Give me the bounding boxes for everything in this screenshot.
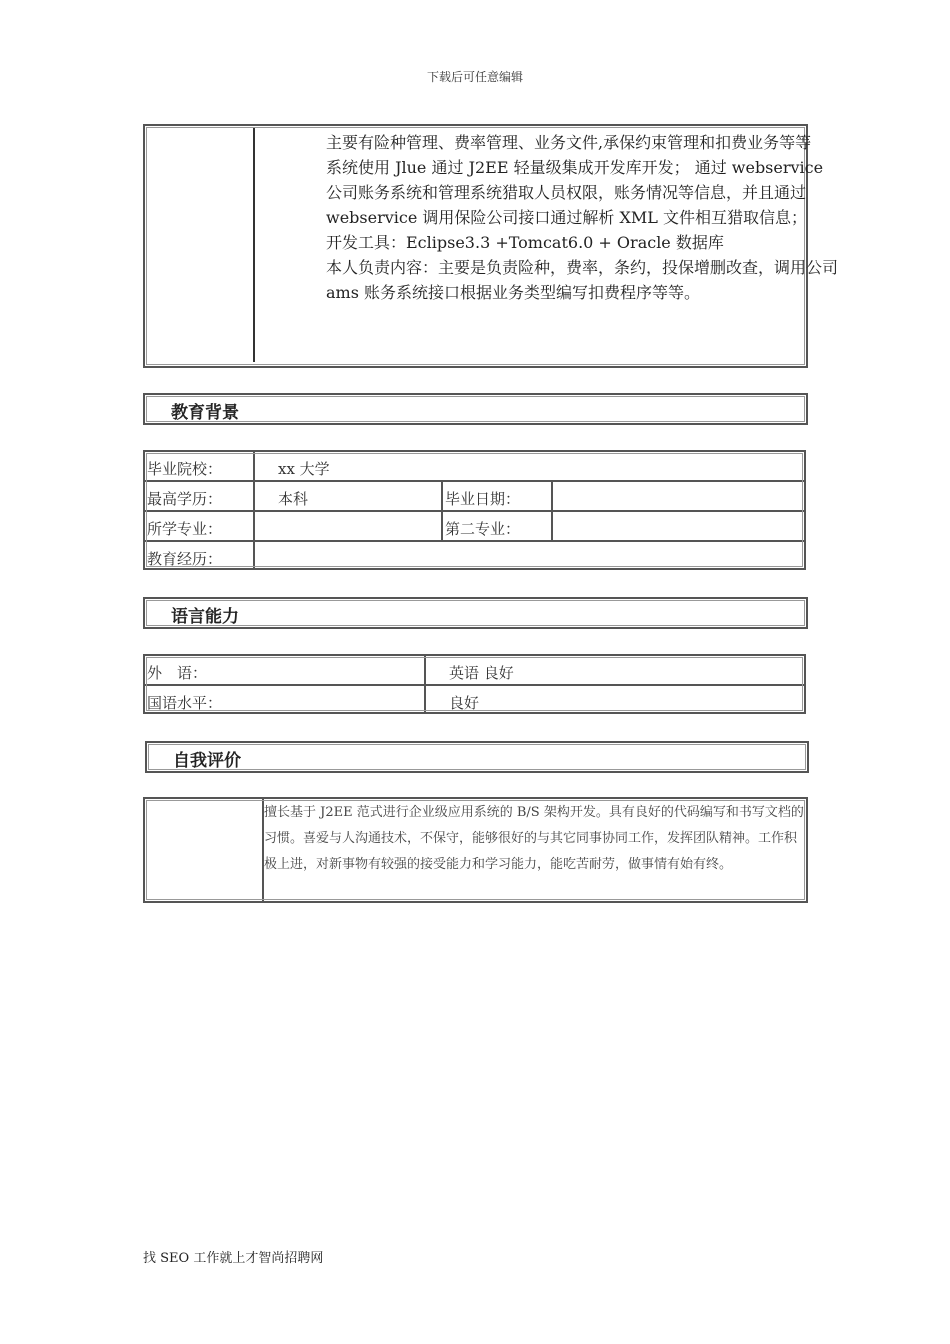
language-title: 语言能力 xyxy=(171,607,239,627)
school-label: 毕业院校： xyxy=(147,460,223,478)
degree-label: 最高学历： xyxy=(147,490,223,508)
language-section-header xyxy=(143,597,808,629)
degree-value: 本科 xyxy=(278,490,309,508)
major-label: 所学专业： xyxy=(147,520,223,538)
row-divider xyxy=(145,510,804,512)
col-divider xyxy=(441,482,443,540)
row-divider xyxy=(145,684,804,686)
foreign-language-value: 英语 良好 xyxy=(449,664,514,682)
row-divider xyxy=(145,480,804,482)
grad-date-label: 毕业日期： xyxy=(445,490,521,508)
project-table-divider xyxy=(253,128,255,362)
col-divider xyxy=(551,482,553,540)
self-eval-section-header xyxy=(145,741,809,773)
second-major-label: 第二专业： xyxy=(445,520,521,538)
mandarin-label: 国语水平： xyxy=(147,694,223,712)
download-note: 下载后可任意编辑 xyxy=(426,70,523,84)
education-title: 教育背景 xyxy=(171,403,239,423)
row-divider xyxy=(145,540,804,542)
footer-note: 找 SEO 工作就上才智尚招聘网 xyxy=(143,1251,324,1266)
project-line: 本人负责内容：主要是负责险种，费率，条约，投保增删改查，调用公司 xyxy=(326,258,839,277)
project-description xyxy=(326,130,946,305)
education-section-header xyxy=(143,393,808,425)
education-table xyxy=(143,450,806,570)
project-line: 主要有险种管理、费率管理、业务文件,承保约束管理和扣费业务等等 xyxy=(326,133,812,152)
col-divider xyxy=(424,656,426,712)
self-eval-text: 擅长基于 J2EE 范式进行企业级应用系统的 B/S 架构开发。具有良好的代码编写和书写文档的习惯。喜爱与人沟通技术，不保守，能够很好的与其它同事协同工作，发挥团队精神。工作积极上进，对新事物有较强的接受能力和学习能力，能吃苦耐劳，做事情有始有终。 xyxy=(264,805,804,872)
project-line: webservice 调用保险公司接口通过解析 XML 文件相互猎取信息； xyxy=(326,208,807,227)
project-line: ams 账务系统接口根据业务类型编写扣费程序等等。 xyxy=(326,283,701,302)
foreign-language-label: 外 语： xyxy=(147,664,208,682)
history-label: 教育经历： xyxy=(147,550,223,568)
school-value: xx 大学 xyxy=(278,460,330,478)
mandarin-value: 良好 xyxy=(449,694,480,712)
project-line: 系统使用 Jlue 通过 J2EE 轻量级集成开发库开发； 通过 webservice xyxy=(326,158,824,177)
self-eval-title: 自我评价 xyxy=(173,751,241,771)
project-line: 开发工具：Eclipse3.3 +Tomcat6.0 + Oracle 数据库 xyxy=(326,233,724,252)
project-line: 公司账务系统和管理系统猎取人员权限，账务情况等信息，并且通过 xyxy=(326,183,807,202)
col-divider xyxy=(253,452,255,568)
